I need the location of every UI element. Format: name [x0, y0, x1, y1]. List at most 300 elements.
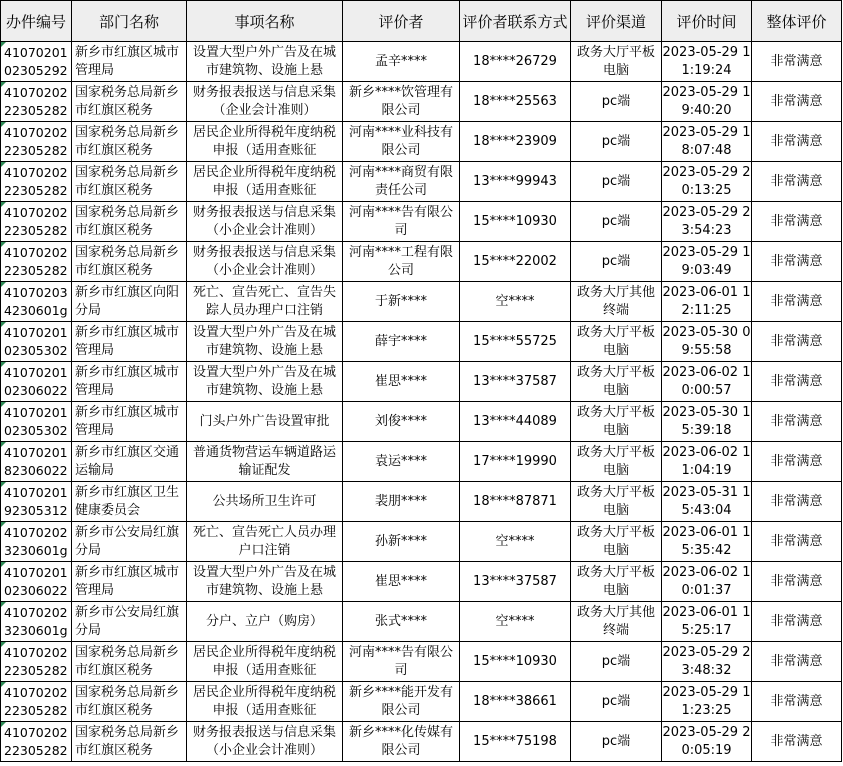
cell-channel	[571, 122, 662, 162]
header-evaluator: 评价者	[343, 1, 460, 42]
cell-overall	[752, 322, 842, 362]
cell-dept-text: 国家税务总局新乡市红旗区税务	[75, 204, 180, 238]
cell-evaluator	[343, 242, 460, 282]
cell-evaluator-text: 河南****工程有限公司	[348, 244, 453, 278]
cell-evaluator-text: 裴朋****	[374, 493, 427, 509]
cell-evaluator-text: 新乡****化传媒有限公司	[348, 724, 453, 758]
cell-time-text: 2023-06-02 10:01:37	[662, 564, 751, 598]
cell-evaluator-text: 刘俊****	[374, 413, 427, 429]
cell-time-text: 2023-05-29 19:03:49	[662, 244, 751, 278]
cell-item-text: 居民企业所得税年度纳税申报（适用查账征	[192, 124, 336, 158]
cell-overall	[752, 362, 842, 402]
cell-channel	[571, 82, 662, 122]
cell-evaluator	[343, 442, 460, 482]
cell-item-text: 死亡、宣告死亡人员办理户口注销	[192, 524, 336, 558]
cell-overall	[752, 162, 842, 202]
table-row	[1, 42, 842, 82]
cell-evaluator	[343, 682, 460, 722]
cell-time-text: 2023-05-29 20:05:19	[662, 724, 751, 758]
cell-id-text: 41070201 92305312	[4, 484, 68, 518]
cell-channel-text: 政务大厅其他终端	[576, 284, 655, 318]
cell-evaluator	[343, 722, 460, 762]
cell-contact-text: 15****10930	[473, 653, 557, 669]
cell-time	[662, 522, 752, 562]
cell-dept	[72, 602, 187, 642]
cell-evaluator-text: 河南****告有限公司	[348, 204, 453, 238]
cell-evaluator	[343, 82, 460, 122]
cell-overall	[752, 282, 842, 322]
cell-dept	[72, 682, 187, 722]
header-row	[1, 1, 842, 42]
cell-contact	[460, 162, 571, 202]
cell-dept-text: 国家税务总局新乡市红旗区税务	[75, 684, 180, 718]
cell-item	[187, 82, 343, 122]
header-channel: 评价渠道	[571, 1, 662, 42]
cell-channel	[571, 322, 662, 362]
cell-evaluator-text: 张式****	[374, 613, 427, 629]
cell-item	[187, 162, 343, 202]
cell-dept	[72, 202, 187, 242]
cell-time-text: 2023-05-29 11:19:24	[662, 44, 751, 78]
cell-contact-text: 13****99943	[473, 173, 557, 189]
cell-dept-text: 新乡市公安局红旗分局	[75, 604, 180, 638]
cell-id-text: 41070201 02305302	[4, 404, 68, 438]
cell-item-text: 设置大型户外广告及在城市建筑物、设施上悬	[192, 324, 336, 358]
cell-id-text: 41070202 22305282	[4, 124, 68, 158]
cell-dept	[72, 402, 187, 442]
cell-channel-text: 政务大厅平板电脑	[576, 404, 655, 438]
cell-item-text: 财务报表报送与信息采集（小企业会计准则）	[192, 204, 336, 238]
cell-id-text: 41070201 82306022	[4, 444, 68, 478]
cell-contact	[460, 442, 571, 482]
cell-contact-text: 15****10930	[473, 213, 557, 229]
cell-time	[662, 602, 752, 642]
cell-overall-text: 非常满意	[770, 493, 823, 509]
cell-channel	[571, 642, 662, 682]
cell-dept-text: 新乡市红旗区城市管理局	[75, 564, 180, 598]
cell-time	[662, 482, 752, 522]
cell-item-text: 设置大型户外广告及在城市建筑物、设施上悬	[192, 564, 336, 598]
cell-contact	[460, 722, 571, 762]
cell-channel-text: 政务大厅平板电脑	[576, 564, 655, 598]
cell-time	[662, 682, 752, 722]
cell-channel	[571, 242, 662, 282]
header-item: 事项名称	[187, 1, 343, 42]
header-id: 办件编号	[1, 1, 72, 42]
table-row	[1, 122, 842, 162]
cell-contact-text: 13****37587	[473, 573, 557, 589]
cell-contact-text: 13****37587	[473, 373, 557, 389]
cell-dept	[72, 722, 187, 762]
cell-overall	[752, 482, 842, 522]
cell-item-text: 普通货物营运车辆道路运输证配发	[192, 444, 336, 478]
cell-evaluator	[343, 322, 460, 362]
cell-overall	[752, 122, 842, 162]
cell-overall	[752, 202, 842, 242]
cell-contact-text: 13****44089	[473, 413, 557, 429]
cell-time	[662, 162, 752, 202]
cell-time	[662, 242, 752, 282]
cell-contact-text: 空****	[495, 613, 535, 629]
cell-id-text: 41070202 3230601g	[4, 524, 68, 558]
cell-id-text: 41070202 22305282	[4, 724, 68, 758]
cell-channel-text: 政务大厅平板电脑	[576, 324, 655, 358]
cell-evaluator	[343, 482, 460, 522]
cell-contact-text: 18****38661	[473, 693, 557, 709]
cell-id-text: 41070202 22305282	[4, 684, 68, 718]
cell-channel	[571, 482, 662, 522]
cell-item	[187, 722, 343, 762]
cell-item-text: 财务报表报送与信息采集（小企业会计准则）	[192, 244, 336, 278]
cell-evaluator-text: 孟辛****	[374, 53, 427, 69]
table-body	[1, 42, 842, 762]
cell-item-text: 居民企业所得税年度纳税申报（适用查账征	[192, 684, 336, 718]
cell-evaluator-text: 袁运****	[374, 453, 427, 469]
cell-id	[1, 42, 72, 82]
cell-channel	[571, 682, 662, 722]
cell-dept	[72, 442, 187, 482]
cell-item	[187, 402, 343, 442]
cell-channel	[571, 402, 662, 442]
header-dept: 部门名称	[72, 1, 187, 42]
cell-contact-text: 18****87871	[473, 493, 557, 509]
cell-id	[1, 482, 72, 522]
cell-overall	[752, 42, 842, 82]
cell-contact	[460, 42, 571, 82]
cell-time-text: 2023-05-30 15:39:18	[662, 404, 751, 438]
cell-time-text: 2023-05-31 15:43:04	[662, 484, 751, 518]
cell-overall-text: 非常满意	[770, 573, 823, 589]
cell-id	[1, 322, 72, 362]
cell-channel-text: 政务大厅平板电脑	[576, 444, 655, 478]
cell-dept	[72, 482, 187, 522]
table-row	[1, 562, 842, 602]
cell-overall-text: 非常满意	[770, 453, 823, 469]
cell-contact	[460, 562, 571, 602]
cell-item	[187, 642, 343, 682]
cell-overall	[752, 642, 842, 682]
cell-id	[1, 82, 72, 122]
cell-item-text: 居民企业所得税年度纳税申报（适用查账征	[192, 164, 336, 198]
cell-overall-text: 非常满意	[770, 333, 823, 349]
cell-id-text: 41070202 22305282	[4, 204, 68, 238]
cell-evaluator	[343, 202, 460, 242]
cell-evaluator	[343, 42, 460, 82]
cell-overall-text: 非常满意	[770, 93, 823, 109]
cell-item-text: 死亡、宣告死亡、宣告失踪人员办理户口注销	[192, 284, 336, 318]
cell-item	[187, 562, 343, 602]
cell-dept-text: 新乡市红旗区交通运输局	[75, 444, 180, 478]
cell-dept	[72, 242, 187, 282]
cell-item-text: 分户、立户（购房）	[205, 613, 323, 629]
cell-time	[662, 642, 752, 682]
cell-time	[662, 362, 752, 402]
cell-overall	[752, 242, 842, 282]
cell-channel	[571, 282, 662, 322]
cell-contact	[460, 682, 571, 722]
cell-id	[1, 442, 72, 482]
cell-id-text: 41070201 02305302	[4, 324, 68, 358]
table-row	[1, 642, 842, 682]
cell-overall-text: 非常满意	[770, 213, 823, 229]
cell-channel-text: 政务大厅平板电脑	[576, 484, 655, 518]
cell-time	[662, 562, 752, 602]
cell-item	[187, 482, 343, 522]
cell-channel	[571, 722, 662, 762]
cell-dept	[72, 42, 187, 82]
cell-id	[1, 202, 72, 242]
cell-time-text: 2023-05-29 19:40:20	[662, 84, 751, 118]
cell-dept-text: 新乡市红旗区城市管理局	[75, 364, 180, 398]
cell-item	[187, 282, 343, 322]
cell-channel	[571, 602, 662, 642]
cell-dept-text: 国家税务总局新乡市红旗区税务	[75, 244, 180, 278]
cell-evaluator	[343, 402, 460, 442]
cell-overall	[752, 562, 842, 602]
table-row	[1, 402, 842, 442]
table-row	[1, 242, 842, 282]
cell-channel-text: pc端	[601, 733, 631, 749]
cell-time	[662, 82, 752, 122]
cell-id-text: 41070202 22305282	[4, 84, 68, 118]
cell-evaluator-text: 新乡****饮管理有限公司	[348, 84, 453, 118]
cell-evaluator-text: 新乡****能开发有限公司	[348, 684, 453, 718]
cell-item	[187, 362, 343, 402]
cell-dept-text: 新乡市红旗区向阳分局	[75, 284, 180, 318]
cell-evaluator	[343, 642, 460, 682]
table-row	[1, 202, 842, 242]
cell-contact	[460, 202, 571, 242]
cell-id-text: 41070201 02306022	[4, 564, 68, 598]
cell-dept	[72, 162, 187, 202]
table-row	[1, 482, 842, 522]
cell-time	[662, 322, 752, 362]
cell-overall-text: 非常满意	[770, 253, 823, 269]
cell-dept-text: 国家税务总局新乡市红旗区税务	[75, 644, 180, 678]
cell-id-text: 41070202 22305282	[4, 244, 68, 278]
cell-item	[187, 122, 343, 162]
cell-dept	[72, 362, 187, 402]
cell-dept	[72, 522, 187, 562]
cell-item-text: 设置大型户外广告及在城市建筑物、设施上悬	[192, 364, 336, 398]
cell-id	[1, 362, 72, 402]
cell-item-text: 财务报表报送与信息采集（企业会计准则）	[192, 84, 336, 118]
cell-dept	[72, 82, 187, 122]
cell-contact	[460, 82, 571, 122]
cell-contact-text: 15****75198	[473, 733, 557, 749]
cell-time	[662, 122, 752, 162]
cell-overall	[752, 402, 842, 442]
cell-overall	[752, 82, 842, 122]
cell-time	[662, 402, 752, 442]
cell-time-text: 2023-06-01 12:11:25	[662, 284, 751, 318]
cell-overall-text: 非常满意	[770, 613, 823, 629]
cell-time-text: 2023-06-02 10:00:57	[662, 364, 751, 398]
cell-dept-text: 国家税务总局新乡市红旗区税务	[75, 724, 180, 758]
cell-id	[1, 602, 72, 642]
cell-channel-text: pc端	[601, 133, 631, 149]
cell-id-text: 41070202 22305282	[4, 644, 68, 678]
cell-contact-text: 15****22002	[473, 253, 557, 269]
cell-contact	[460, 522, 571, 562]
cell-item-text: 设置大型户外广告及在城市建筑物、设施上悬	[192, 44, 336, 78]
cell-channel-text: pc端	[601, 213, 631, 229]
cell-dept	[72, 642, 187, 682]
cell-dept-text: 新乡市红旗区城市管理局	[75, 324, 180, 358]
cell-time-text: 2023-05-29 11:23:25	[662, 684, 751, 718]
cell-id-text: 41070201 02305292	[4, 44, 68, 78]
cell-evaluator	[343, 602, 460, 642]
cell-channel	[571, 42, 662, 82]
cell-evaluator	[343, 282, 460, 322]
cell-item	[187, 602, 343, 642]
header-contact: 评价者联系方式	[460, 1, 571, 42]
cell-overall-text: 非常满意	[770, 53, 823, 69]
cell-dept	[72, 562, 187, 602]
cell-time	[662, 282, 752, 322]
cell-overall-text: 非常满意	[770, 373, 823, 389]
cell-time	[662, 42, 752, 82]
cell-evaluator	[343, 362, 460, 402]
cell-time	[662, 442, 752, 482]
cell-time	[662, 202, 752, 242]
cell-item-text: 财务报表报送与信息采集（小企业会计准则）	[192, 724, 336, 758]
cell-channel-text: pc端	[601, 93, 631, 109]
cell-overall	[752, 602, 842, 642]
table-row	[1, 282, 842, 322]
cell-channel	[571, 522, 662, 562]
cell-id-text: 41070201 02306022	[4, 364, 68, 398]
cell-channel-text: pc端	[601, 253, 631, 269]
cell-item	[187, 442, 343, 482]
header-overall: 整体评价	[752, 1, 842, 42]
cell-contact	[460, 402, 571, 442]
cell-contact-text: 空****	[495, 293, 535, 309]
cell-overall-text: 非常满意	[770, 413, 823, 429]
cell-item	[187, 522, 343, 562]
cell-dept-text: 新乡市红旗区城市管理局	[75, 404, 180, 438]
cell-channel-text: pc端	[601, 693, 631, 709]
table-row	[1, 442, 842, 482]
cell-overall-text: 非常满意	[770, 533, 823, 549]
cell-id-text: 41070203 4230601g	[4, 284, 68, 318]
table-row	[1, 602, 842, 642]
cell-time-text: 2023-05-29 18:07:48	[662, 124, 751, 158]
cell-item	[187, 682, 343, 722]
cell-item	[187, 42, 343, 82]
cell-channel	[571, 562, 662, 602]
cell-evaluator	[343, 122, 460, 162]
cell-id	[1, 642, 72, 682]
cell-overall	[752, 522, 842, 562]
table-row	[1, 362, 842, 402]
cell-time-text: 2023-05-29 23:54:23	[662, 204, 751, 238]
cell-id	[1, 562, 72, 602]
cell-channel-text: 政务大厅其他终端	[576, 604, 655, 638]
cell-time-text: 2023-06-01 15:25:17	[662, 604, 751, 638]
cell-item-text: 居民企业所得税年度纳税申报（适用查账征	[192, 644, 336, 678]
header-time: 评价时间	[662, 1, 752, 42]
cell-id-text: 41070202 22305282	[4, 164, 68, 198]
cell-contact-text: 15****55725	[473, 333, 557, 349]
table-row	[1, 162, 842, 202]
cell-contact	[460, 642, 571, 682]
cell-evaluator-text: 河南****商贸有限责任公司	[348, 164, 453, 198]
cell-overall-text: 非常满意	[770, 173, 823, 189]
cell-channel	[571, 162, 662, 202]
cell-dept-text: 国家税务总局新乡市红旗区税务	[75, 164, 180, 198]
cell-channel-text: 政务大厅平板电脑	[576, 44, 655, 78]
cell-id-text: 41070202 3230601g	[4, 604, 68, 638]
cell-contact-text: 18****26729	[473, 53, 557, 69]
table-row	[1, 322, 842, 362]
cell-time-text: 2023-06-02 11:04:19	[662, 444, 751, 478]
cell-overall-text: 非常满意	[770, 293, 823, 309]
cell-contact	[460, 482, 571, 522]
cell-item-text: 门头户外广告设置审批	[199, 413, 330, 429]
cell-time-text: 2023-05-29 20:13:25	[662, 164, 751, 198]
cell-contact-text: 18****23909	[473, 133, 557, 149]
cell-overall-text: 非常满意	[770, 653, 823, 669]
cell-channel	[571, 202, 662, 242]
cell-id	[1, 402, 72, 442]
cell-overall	[752, 682, 842, 722]
table-row	[1, 722, 842, 762]
cell-channel-text: 政务大厅平板电脑	[576, 364, 655, 398]
cell-dept-text: 新乡市红旗区卫生健康委员会	[75, 484, 180, 518]
cell-id	[1, 682, 72, 722]
cell-time-text: 2023-05-30 09:55:58	[662, 324, 751, 358]
cell-id	[1, 122, 72, 162]
cell-channel	[571, 442, 662, 482]
cell-evaluator	[343, 162, 460, 202]
cell-overall-text: 非常满意	[770, 133, 823, 149]
cell-evaluator	[343, 562, 460, 602]
cell-channel	[571, 362, 662, 402]
cell-dept-text: 国家税务总局新乡市红旗区税务	[75, 84, 180, 118]
cell-dept	[72, 282, 187, 322]
table-row	[1, 682, 842, 722]
cell-item-text: 公共场所卫生许可	[212, 493, 317, 509]
cell-dept	[72, 322, 187, 362]
cell-contact	[460, 242, 571, 282]
cell-overall-text: 非常满意	[770, 693, 823, 709]
cell-overall	[752, 442, 842, 482]
table-row	[1, 82, 842, 122]
table-row	[1, 522, 842, 562]
cell-id	[1, 242, 72, 282]
cell-evaluator-text: 薛宇****	[374, 333, 427, 349]
cell-time-text: 2023-05-29 23:48:32	[662, 644, 751, 678]
cell-dept	[72, 122, 187, 162]
cell-overall	[752, 722, 842, 762]
cell-id	[1, 722, 72, 762]
cell-evaluator-text: 于新****	[374, 293, 427, 309]
cell-time-text: 2023-06-01 15:35:42	[662, 524, 751, 558]
cell-overall-text: 非常满意	[770, 733, 823, 749]
cell-contact	[460, 362, 571, 402]
cell-contact-text: 空****	[495, 533, 535, 549]
cell-time	[662, 722, 752, 762]
cell-evaluator-text: 河南****告有限公司	[348, 644, 453, 678]
cell-contact-text: 18****25563	[473, 93, 557, 109]
cell-contact	[460, 322, 571, 362]
cell-dept-text: 新乡市公安局红旗分局	[75, 524, 180, 558]
cell-contact	[460, 282, 571, 322]
cell-evaluator-text: 河南****业科技有限公司	[348, 124, 453, 158]
cell-id	[1, 522, 72, 562]
cell-evaluator-text: 崔思****	[374, 373, 427, 389]
